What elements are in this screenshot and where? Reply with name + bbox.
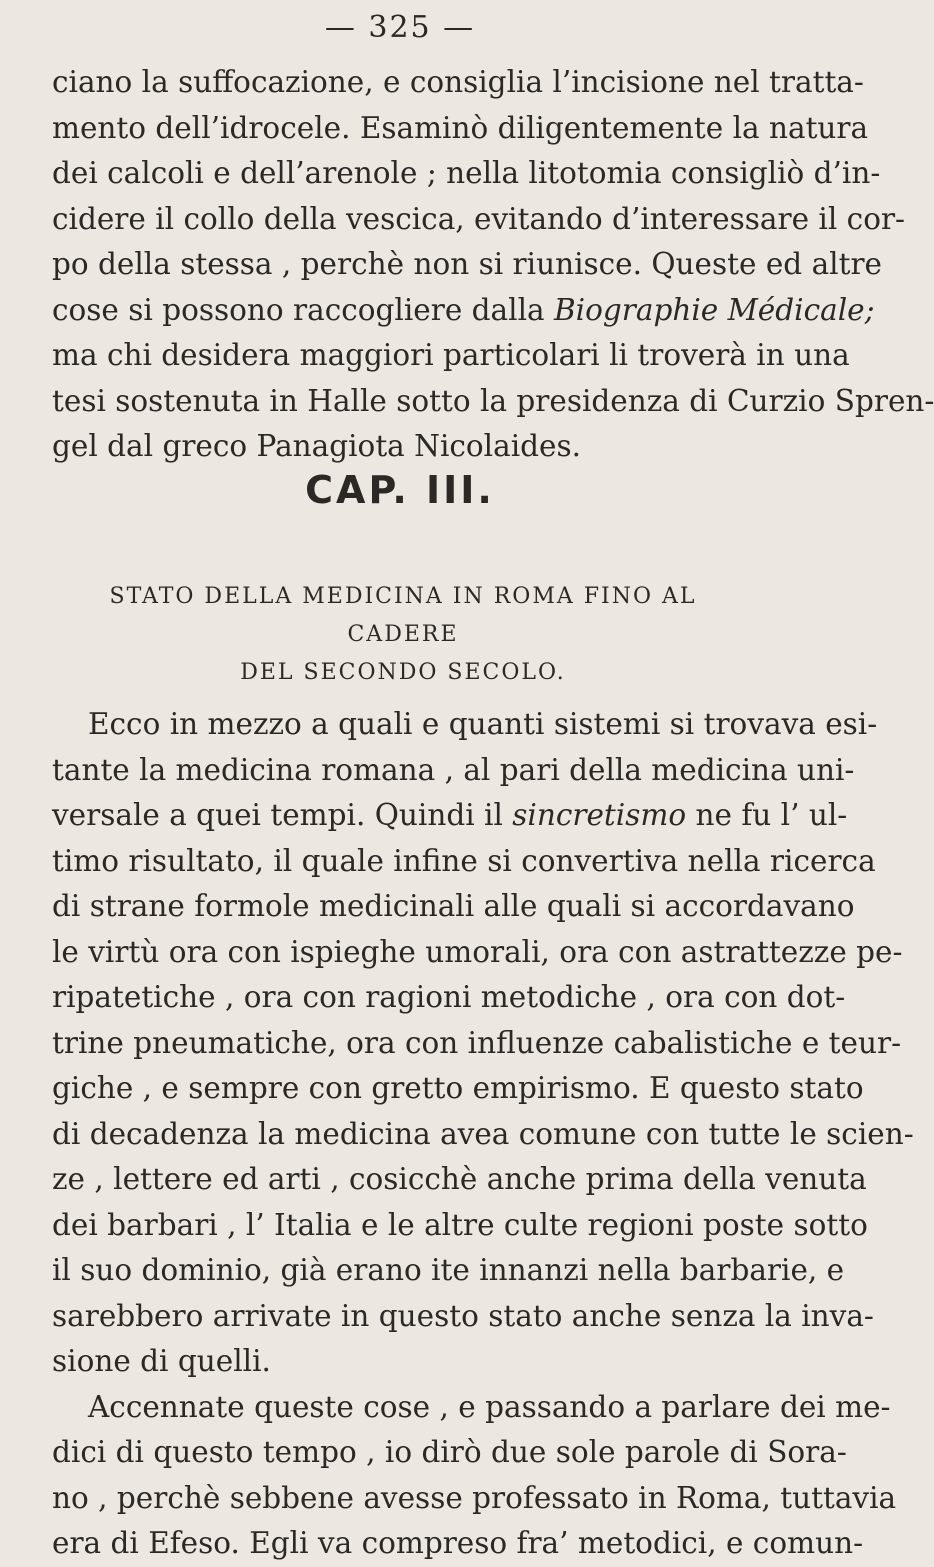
section-title-line: DEL SECONDO SECOLO. [240,660,566,685]
text-fragment: cose si possono raccogliere dalla [52,292,545,327]
text-line: le virtù ora con ispieghe umorali, ora con astrattezze pe- [52,934,903,969]
text-line: sarebbero arrivate in questo stato anche senza la inva- [52,1298,874,1333]
text-line-with-italic [52,793,848,839]
text-line: mento dell’idrocele. Esaminò diligentemente la natura [52,110,869,145]
text-line: dei calcoli e dell’arenole ; nella litotomia consigliò d’in- [52,156,881,190]
text-line: po della stessa , perchè non si riunisce. Queste ed altre [52,247,883,281]
section-title [52,578,754,692]
text-line: dei barbari , l’ Italia e le altre culte regioni poste sotto [52,1207,868,1242]
page-number: — 325 — [324,10,476,45]
italic-book-title: Biographie Médicale; [554,292,875,327]
text-line: ripatetiche , ora con ragioni metodiche , ora con dot- [52,980,846,1014]
text-line: tante la medicina romana , al pari della medicina uni- [52,752,855,787]
paragraph-1 [52,60,934,470]
text-line: di decadenza la medicina avea comune con tutte le scien- [52,1116,914,1151]
text-line: timo risultato, il quale infine si convertiva nella ricerca [52,843,876,878]
text-line: di strane formole medicinali alle quali si accordavano [52,889,855,923]
text-fragment: versale a quei tempi. Quindi il [52,798,503,832]
text-line: no , perchè sebbene avesse professato in Roma, tuttavia [52,1480,897,1515]
text-line: trine pneumatiche, ora con influenze cabalistiche e teur- [52,1025,902,1060]
text-line: sione di quelli. [52,1344,271,1378]
text-line: era di Efeso. Egli va compreso fra’ metodici, e comun- [52,1526,864,1560]
text-line: giche , e sempre con gretto empirismo. E questo stato [52,1071,864,1105]
section-title-line: STATO DELLA MEDICINA IN ROMA FINO AL CADERE [109,584,697,647]
text-line: ciano la suffocazione, e consiglia l’incisione nel tratta- [52,65,864,99]
italic-term: sincretismo [512,798,687,832]
text-line: dici di questo tempo , io dirò due sole parole di Sora- [52,1435,847,1469]
text-line: tesi sostenuta in Halle sotto la presidenza di Curzio Spren- [52,383,934,418]
text-line: Accennate queste cose , e passando a parlare dei me- [88,1389,891,1424]
text-line: ma chi desidera maggiori particolari li troverà in una [52,338,850,372]
text-line-with-italic [52,288,875,334]
text-line: gel dal greco Panagiota Nicolaides. [52,429,581,463]
chapter-heading: CAP. III. [305,468,495,512]
text-line: cidere il collo della vescica, evitando d’interessare il cor- [52,201,906,236]
text-line: Ecco in mezzo a quali e quanti sistemi si trovava esi- [88,707,878,741]
text-line: ze , lettere ed arti , cosicchè anche prima della venuta [52,1162,867,1196]
text-line: il suo dominio, già erano ite innanzi nella barbarie, e [52,1253,845,1287]
paragraph-2 [52,702,914,1567]
text-fragment: ne fu l’ ul- [695,798,848,832]
